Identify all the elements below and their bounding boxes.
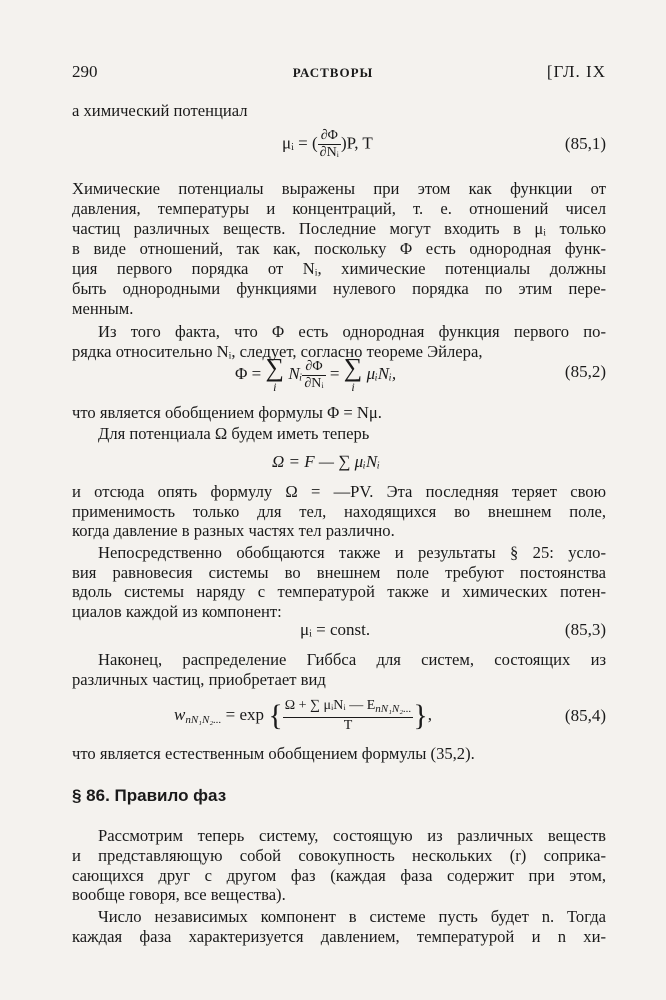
text-line: применимость только для тел, находящихся во внешнем поле, — [72, 502, 606, 521]
text-line: сающихся друг с другом фаз (каждая фаза содержит при этом, — [72, 866, 606, 885]
equation-number: (85,4) — [564, 706, 606, 725]
text-line: циалов каждой из компонент: — [72, 602, 282, 621]
text-line: и представляющую собой совокупность нескольких (r) соприка- — [72, 846, 606, 865]
equation-number: (85,2) — [564, 362, 606, 381]
section-heading: § 86. Правило фаз — [72, 786, 227, 805]
equation-85-4: $w_{nN_1N_2...} = \exp$ { $\frac{\Omega + \sum \mu ᵢNᵢ — E_{nN_1N_2...}}{T}$ }, (85,4) — [174, 698, 606, 733]
text-line: что является обобщением формулы Φ = Nμ. — [72, 403, 382, 422]
text-line: рядка относительно Nᵢ, следует, согласно теореме Эйлера, — [72, 342, 483, 361]
text-line: Число независимых компонент в системе пусть будет n. Тогда — [98, 907, 606, 926]
equation-85-3: μᵢ = const. (85,3) — [300, 620, 606, 639]
text-line: вдоль системы наряду с температурой также и химических потен- — [72, 582, 606, 601]
text-line: что является естественным обобщением формулы (35,2). — [72, 744, 475, 763]
text-line: Непосредственно обобщаются также и результаты § 25: усло- — [98, 543, 606, 562]
text-line: менным. — [72, 299, 134, 318]
text-line: быть однородными функциями нулевого порядка по этим пере- — [72, 279, 606, 298]
text-line: вия равновесия системы во внешнем поле требуют постоянства — [72, 563, 606, 582]
text-line: а химический потенциал — [72, 101, 248, 120]
equation-85-2: Φ = ∑ i Nᵢ $\frac{\partial\Phi}{\text{∂Nᵢ}}$ = ∑ i μᵢNᵢ, (85,2) — [235, 353, 606, 394]
text-line: ция первого порядка от Nᵢ, химические потенциалы должны — [72, 259, 606, 278]
running-title: РАСТВОРЫ — [292, 65, 374, 80]
text-line: Из того факта, что Φ есть однородная функция первого по- — [98, 322, 606, 341]
text-line: Химические потенциалы выражены при этом как функции от — [72, 179, 606, 198]
text-line: в виде отношений, так как, поскольку Φ есть однородная функ- — [72, 239, 606, 258]
page-number: 290 — [72, 62, 98, 81]
text-line: различных частиц, приобретает вид — [72, 670, 326, 689]
text-line: когда давление в разных частях тел различно. — [72, 521, 395, 540]
text-line: и отсюда опять формулу Ω = —PV. Эта последняя теряет свою — [72, 482, 606, 501]
text-line: каждая фаза характеризуется давлением, температурой и n хи- — [72, 927, 606, 946]
text-line: Для потенциала Ω будем иметь теперь — [98, 424, 370, 443]
equation-number: (85,1) — [564, 134, 606, 153]
text-line: вообще говоря, все вещества). — [72, 885, 286, 904]
text-line: Рассмотрим теперь систему, состоящую из различных веществ — [98, 826, 606, 845]
chapter-label: [ГЛ. IX — [546, 62, 606, 81]
equation-number: (85,3) — [564, 620, 606, 639]
text-line: частиц различных веществ. Последние могут входить в μᵢ только — [72, 219, 606, 238]
equation-85-1: μᵢ = ( $\frac{\partial\Phi}{\text{∂Nᵢ}}$ )P, T (85,1) — [282, 128, 606, 160]
page-header — [0, 62, 666, 84]
text-line: Наконец, распределение Гиббса для систем, состоящих из — [98, 650, 606, 669]
equation-omega: Ω = F — ∑ μᵢNᵢ — [272, 452, 380, 471]
text-line: давления, температуры и концентраций, т. е. отношений чисел — [72, 199, 606, 218]
